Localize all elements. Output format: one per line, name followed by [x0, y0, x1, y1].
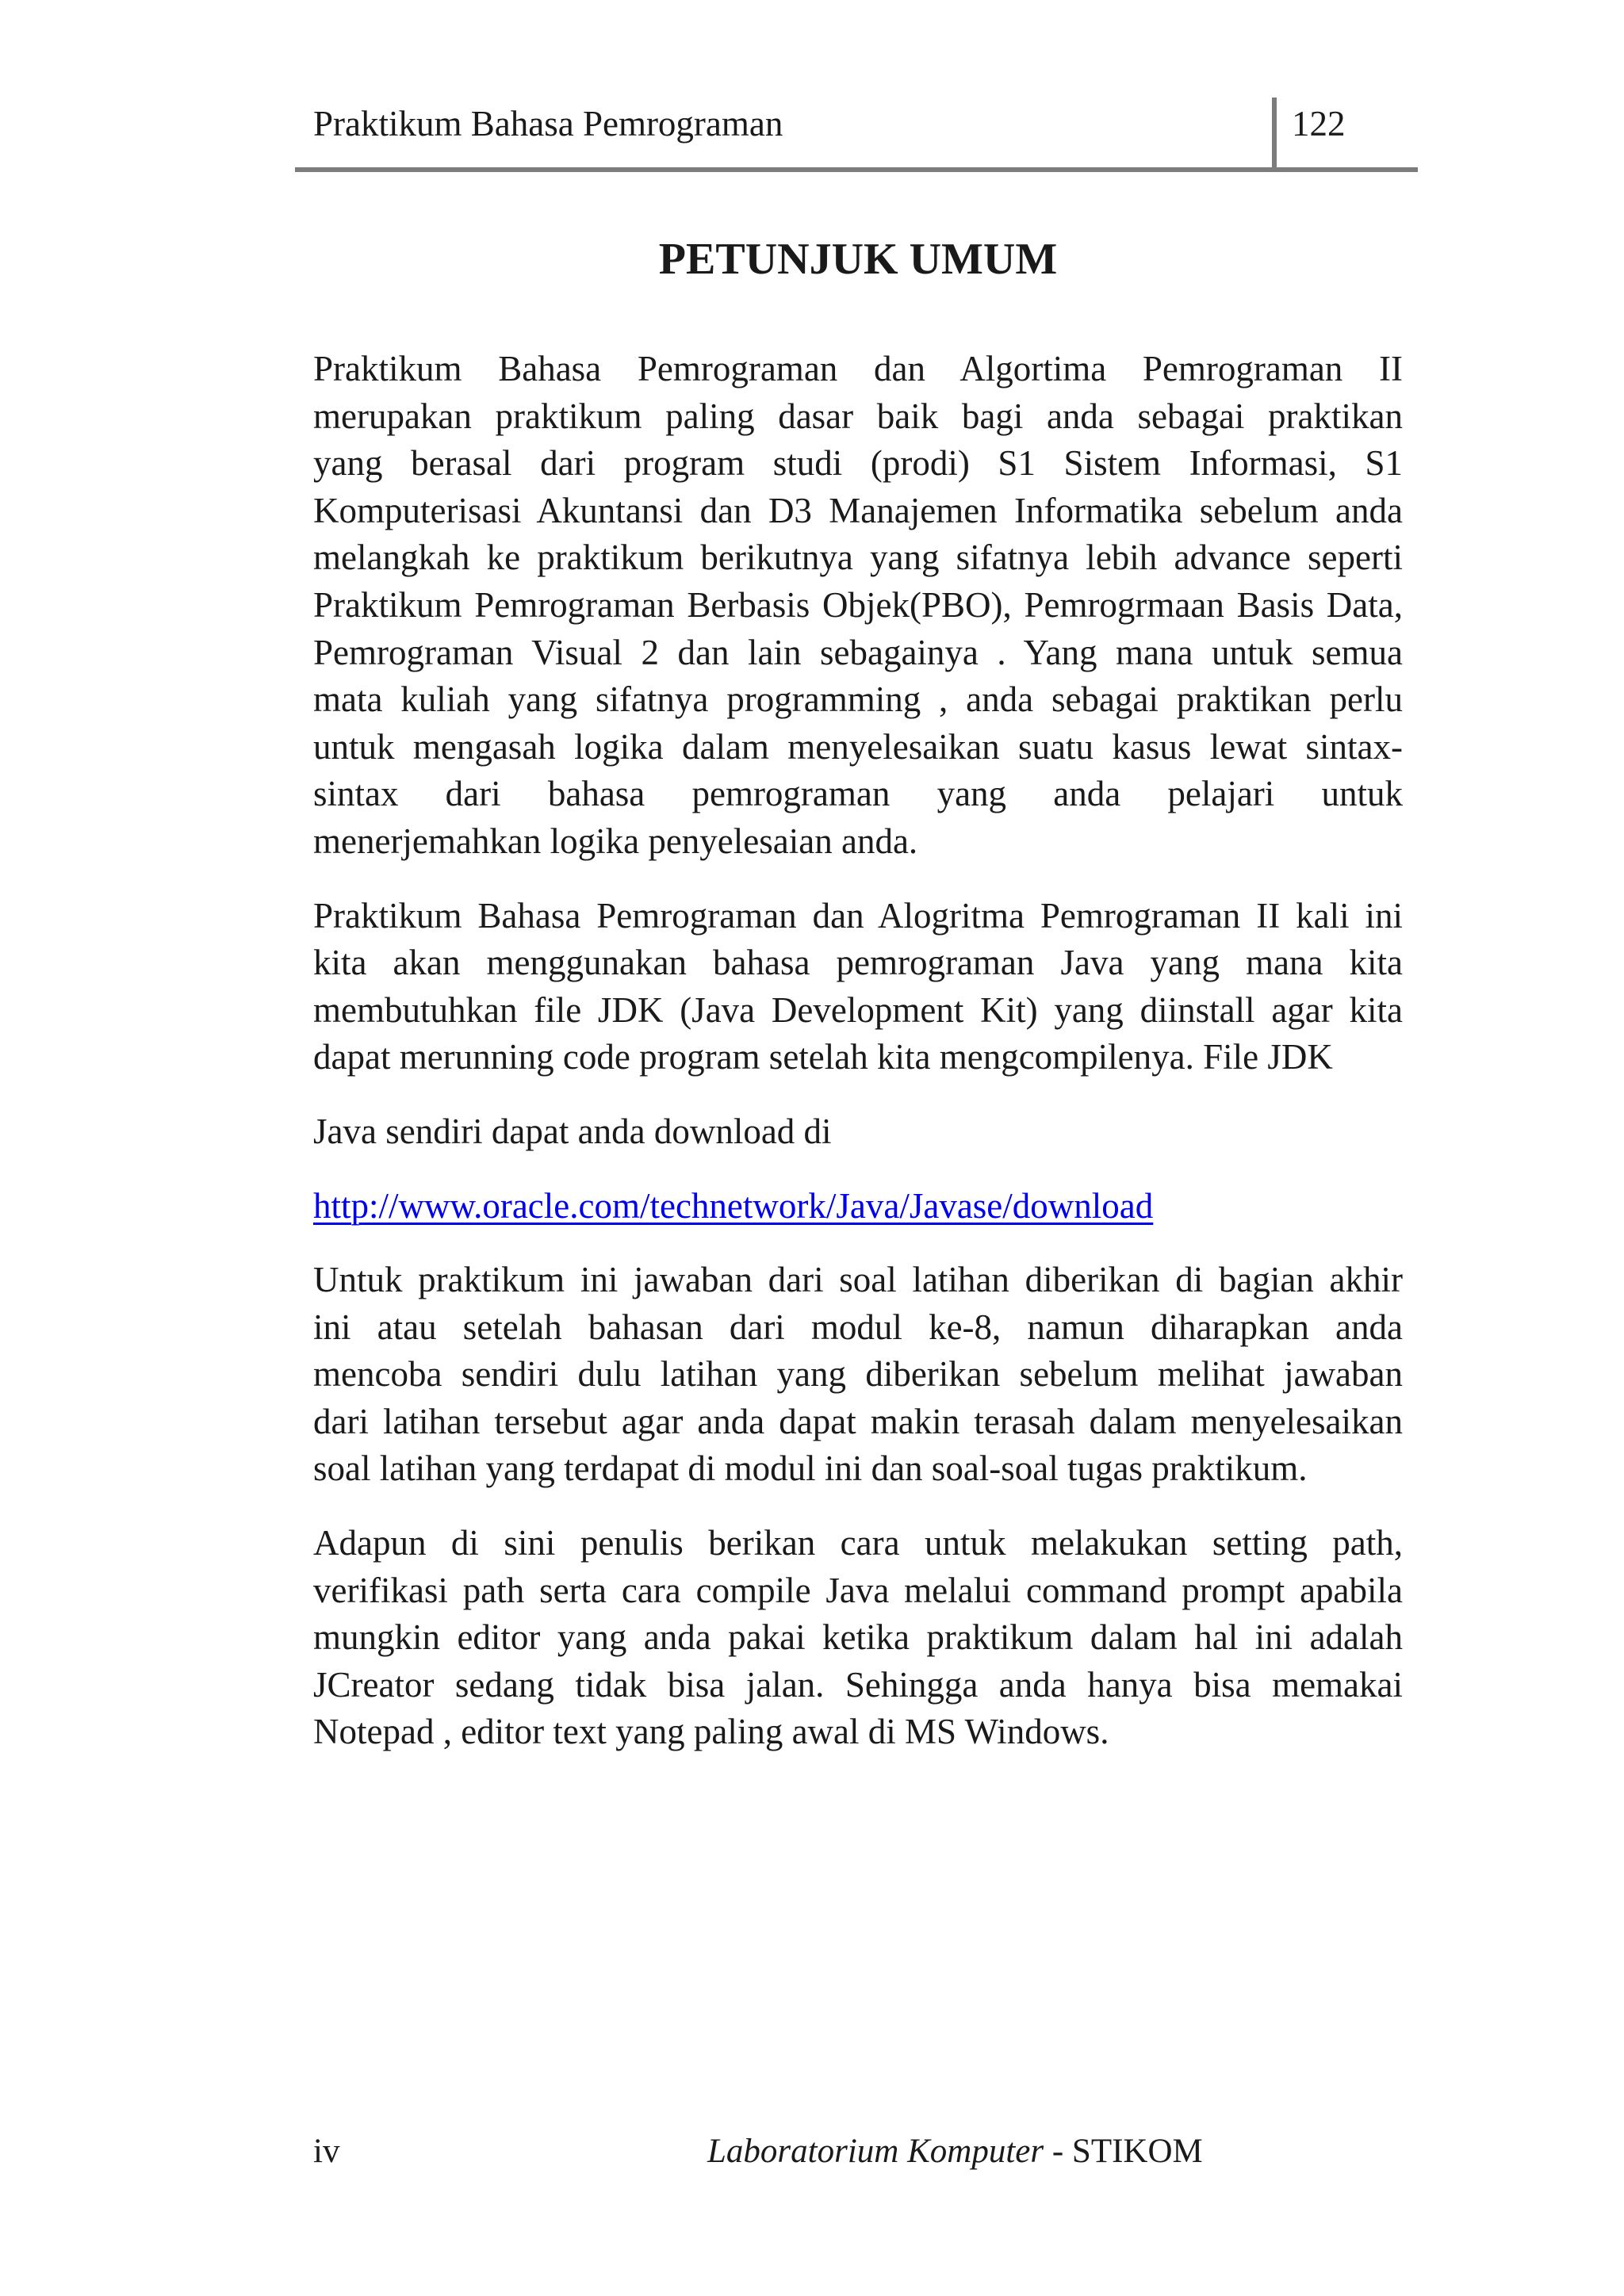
- text-line: membutuhkan file JDK (Java Development Kit) yang diinstall agar kita: [313, 989, 1403, 1030]
- text-line: kita akan menggunakan bahasa pemrograman Java yang mana kita: [313, 943, 1403, 983]
- text-line: soal latihan yang terdapat di modul ini dan soal-soal tugas praktikum.: [313, 1448, 1308, 1489]
- text-line: melangkah ke praktikum berikutnya yang sifatnya lebih advance seperti: [313, 538, 1403, 578]
- text-line: Notepad , editor text yang paling awal di MS Windows.: [313, 1712, 1109, 1752]
- text-line: Praktikum Bahasa Pemrograman dan Alogritma Pemrograman II kali ini: [313, 895, 1403, 936]
- text-line: mata kuliah yang sifatnya programming , anda sebagai praktikan perlu: [313, 679, 1403, 720]
- section-title: PETUNJUK UMUM: [658, 235, 1058, 284]
- text-line: yang berasal dari program studi (prodi) S1 Sistem Informasi, S1: [313, 443, 1403, 484]
- text-line: mencoba sendiri dulu latihan yang diberikan sebelum melihat jawaban: [313, 1354, 1403, 1395]
- paragraph-intro: [313, 346, 1403, 866]
- text-line: Praktikum Bahasa Pemrograman dan Algortima Pemrograman II: [313, 349, 1403, 388]
- page-footer: [707, 2128, 1203, 2175]
- text-line: Pemrograman Visual 2 dan lain sebagainya . Yang mana untuk semua: [313, 632, 1403, 672]
- text-line: menerjemahkan logika penyelesaian anda.: [313, 821, 918, 861]
- paragraph-setup: [313, 1520, 1403, 1756]
- folio: iv: [313, 2133, 340, 2170]
- text-line: dari latihan tersebut agar anda dapat makin terasah dalam menyelesaikan: [313, 1401, 1403, 1441]
- paragraph-download-note: [313, 1108, 1403, 1156]
- header-vertical-rule: [1272, 98, 1277, 170]
- paragraph-download-url: [313, 1183, 1403, 1230]
- text-line: merupakan praktikum paling dasar baik bagi anda sebagai praktikan: [313, 396, 1403, 436]
- page-number: 122: [1292, 104, 1346, 144]
- download-link[interactable]: http://www.oracle.com/technetwork/Java/Javase/download: [313, 1185, 1154, 1226]
- text-line: Adapun di sini penulis berikan cara untuk melakukan setting path,: [313, 1523, 1403, 1563]
- text-line: Untuk praktikum ini jawaban dari soal latihan diberikan di bagian akhir: [313, 1260, 1403, 1300]
- running-title: Praktikum Bahasa Pemrograman: [313, 104, 783, 144]
- body-text: [313, 346, 1403, 1756]
- text-line: [313, 1183, 1403, 1230]
- text-line: Java sendiri dapat anda download di: [313, 1111, 832, 1151]
- text-line: verifikasi path serta cara compile Java melalui command prompt apabila: [313, 1570, 1403, 1610]
- text-line: sintax dari bahasa pemrograman yang anda pelajari untuk: [313, 774, 1403, 814]
- text-line: Komputerisasi Akuntansi dan D3 Manajemen Informatika sebelum anda: [313, 490, 1403, 530]
- footer-lab-name: Laboratorium Komputer: [707, 2133, 1044, 2170]
- paragraph-exercises: [313, 1257, 1403, 1493]
- text-line: dapat merunning code program setelah kita mengcompilenya. File JDK: [313, 1037, 1333, 1077]
- text-line: Praktikum Pemrograman Berbasis Objek(PBO), Pemrogrmaan Basis Data,: [313, 584, 1403, 625]
- header-rule: [295, 167, 1418, 172]
- text-line: untuk mengasah logika dalam menyelesaikan suatu kasus lewat sintax-: [313, 726, 1403, 767]
- text-line: ini atau setelah bahasan dari modul ke-8, namun diharapkan anda: [313, 1307, 1403, 1347]
- text-line: mungkin editor yang anda pakai ketika praktikum dalam hal ini adalah: [313, 1617, 1403, 1658]
- text-line: JCreator sedang tidak bisa jalan. Sehingga anda hanya bisa memakai: [313, 1664, 1403, 1705]
- paragraph-java: [313, 893, 1403, 1081]
- footer-institution: - STIKOM: [1051, 2133, 1203, 2170]
